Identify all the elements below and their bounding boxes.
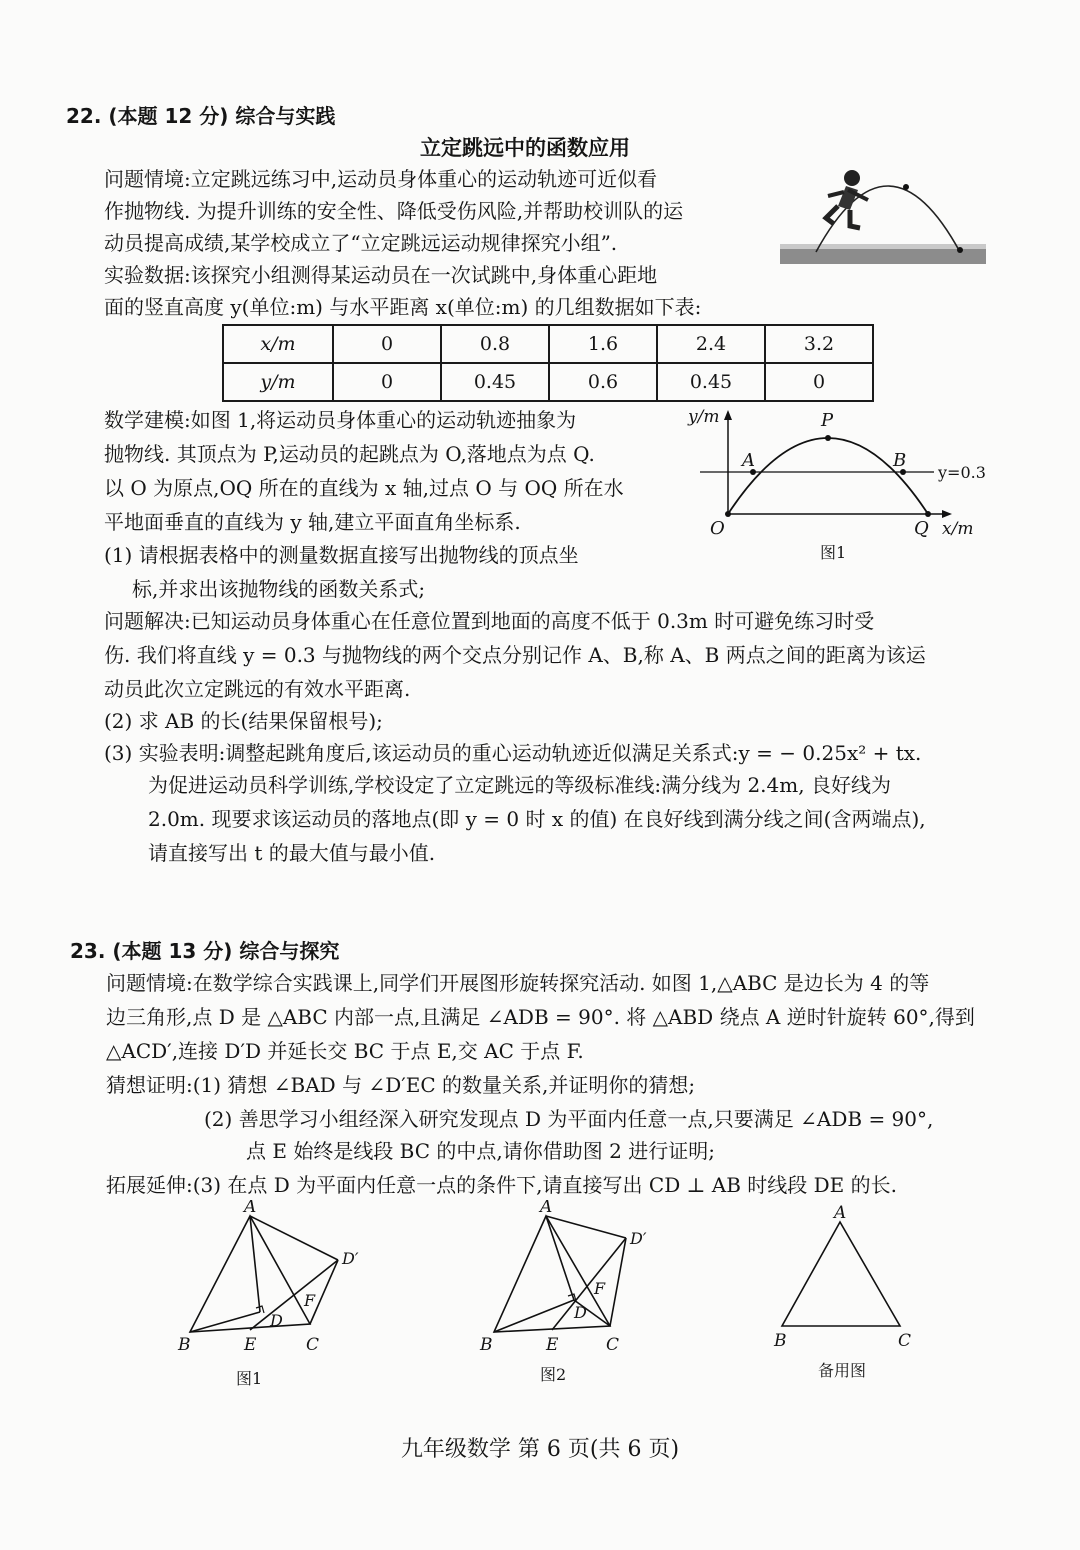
spare-label-c: C xyxy=(898,1331,912,1351)
q22-part1-line-2: 标,并求出该抛物线的函数关系式; xyxy=(132,577,426,601)
fig1-label-dprime: D′ xyxy=(342,1249,359,1268)
page-footer: 九年级数学 第 6 页(共 6 页) xyxy=(400,1437,680,1462)
q23-situation-line-1: 问题情境:在数学综合实践课上,同学们开展图形旋转探究活动. 如图 1,△ABC 是边长为 4 的等 xyxy=(106,971,930,995)
q22-part1-line-1: (1) 请根据表格中的测量数据直接写出抛物线的顶点坐 xyxy=(104,543,579,567)
fig-point-o: O xyxy=(710,518,725,539)
q23-proof2-line-2: 点 E 始终是线段 BC 的中点,请你借助图 2 进行证明; xyxy=(246,1139,715,1163)
q22-experiment-line-1: 实验数据:该探究小组测得某运动员在一次试跳中,身体重心距地 xyxy=(104,263,658,287)
y-cell: 0.45 xyxy=(657,363,765,401)
fig-caption: 图1 xyxy=(820,543,847,562)
spare-label-a: A xyxy=(834,1203,847,1223)
fig2-label-f: F xyxy=(594,1279,606,1298)
y-cell: 0.6 xyxy=(549,363,657,401)
fig2-label-dprime: D′ xyxy=(630,1229,647,1248)
table-row-y xyxy=(223,363,873,401)
q22-solving-line-2: 伤. 我们将直线 y = 0.3 与抛物线的两个交点分别记作 A、B,称 A、B 两点之间的距离为该运 xyxy=(104,643,926,667)
q22-modeling-line-4: 平地面垂直的直线为 y 轴,建立平面直角坐标系. xyxy=(104,510,521,534)
fig1-caption: 图1 xyxy=(236,1369,263,1388)
q22-title: 立定跳远中的函数应用 xyxy=(420,136,630,160)
q22-situation-line-2: 作抛物线. 为提升训练的安全性、降低受伤风险,并帮助校训队的运 xyxy=(104,199,684,223)
fig2-label-a: A xyxy=(540,1200,553,1217)
q22-data-table xyxy=(222,324,874,402)
fig1-label-c: C xyxy=(306,1335,320,1355)
fig1-label-f: F xyxy=(304,1291,316,1310)
x-cell: 0.8 xyxy=(441,325,549,363)
fig1-label-d: D xyxy=(270,1311,283,1330)
long-jump-illustration xyxy=(778,160,988,272)
y-header-cell: y/m xyxy=(223,363,333,401)
q23-situation-line-3: △ACD′,连接 D′D 并延长交 BC 于点 E,交 AC 于点 F. xyxy=(106,1039,584,1063)
fig-ylabel: y/m xyxy=(688,407,720,427)
fig-point-q: Q xyxy=(914,518,929,539)
q22-modeling-line-2: 抛物线. 其顶点为 P,运动员的起跳点为 O,落地点为点 Q. xyxy=(104,442,595,466)
fig2-label-c: C xyxy=(606,1335,620,1355)
q22-header: 22. (本题 12 分) 综合与实践 xyxy=(66,104,336,128)
q22-part3-line-4: 请直接写出 t 的最大值与最小值. xyxy=(148,841,436,865)
fig2-label-d: D xyxy=(574,1303,587,1322)
q22-experiment-line-2: 面的竖直高度 y(单位:m) 与水平距离 x(单位:m) 的几组数据如下表: xyxy=(104,295,702,319)
fig1-label-b: B xyxy=(178,1335,191,1355)
q22-parabola-figure xyxy=(680,402,990,566)
fig-point-a: A xyxy=(742,450,755,471)
fig2-label-e: E xyxy=(546,1335,559,1355)
fig1-label-a: A xyxy=(244,1200,257,1217)
q22-part3-line-3: 2.0m. 现要求该运动员的落地点(即 y = 0 时 x 的值) 在良好线到满分线之间(含两端点), xyxy=(148,807,926,831)
q23-situation-line-2: 边三角形,点 D 是 △ABC 内部一点,且满足 ∠ADB = 90°. 将 △ABD 绕点 A 逆时针旋转 60°,得到 xyxy=(106,1005,975,1029)
q22-part2: (2) 求 AB 的长(结果保留根号); xyxy=(104,709,383,733)
q23-extend: 拓展延伸:(3) 在点 D 为平面内任意一点的条件下,请直接写出 CD ⊥ AB 时线段 DE 的长. xyxy=(106,1173,897,1197)
q23-figure-1 xyxy=(170,1200,380,1400)
x-header-cell: x/m xyxy=(223,325,333,363)
x-cell: 2.4 xyxy=(657,325,765,363)
q22-part3-line-2: 为促进运动员科学训练,学校设定了立定跳远的等级标准线:满分线为 2.4m, 良好线为 xyxy=(148,773,891,797)
fig2-caption: 图2 xyxy=(540,1365,567,1384)
y-cell: 0.45 xyxy=(441,363,549,401)
x-cell: 0 xyxy=(333,325,441,363)
fig-point-b: B xyxy=(893,450,907,471)
q23-proof2-line-1: (2) 善思学习小组经深入研究发现点 D 为平面内任意一点,只要满足 ∠ADB = 90°, xyxy=(204,1107,934,1131)
q23-spare-figure xyxy=(760,1200,930,1390)
q22-solving-line-1: 问题解决:已知运动员身体重心在任意位置到地面的高度不低于 0.3m 时可避免练习时受 xyxy=(104,609,875,633)
fig-xlabel: x/m xyxy=(942,519,974,539)
q22-part3-line-1: (3) 实验表明:调整起跳角度后,该运动员的重心运动轨迹近似满足关系式:y = − 0.25x² + tx. xyxy=(104,741,922,765)
q22-modeling-line-1: 数学建模:如图 1,将运动员身体重心的运动轨迹抽象为 xyxy=(104,408,577,432)
q22-situation-line-3: 动员提高成绩,某学校成立了“立定跳远运动规律探究小组”. xyxy=(104,231,618,255)
spare-caption: 备用图 xyxy=(818,1361,867,1380)
q23-header: 23. (本题 13 分) 综合与探究 xyxy=(70,939,340,963)
q22-solving-line-3: 动员此次立定跳远的有效水平距离. xyxy=(104,677,411,701)
y-cell: 0 xyxy=(333,363,441,401)
table-row-x xyxy=(223,325,873,363)
q22-modeling-line-3: 以 O 为原点,OQ 所在的直线为 x 轴,过点 O 与 OQ 所在水 xyxy=(104,476,624,500)
x-cell: 3.2 xyxy=(765,325,873,363)
spare-label-b: B xyxy=(774,1331,787,1351)
y-cell: 0 xyxy=(765,363,873,401)
q22-situation-line-1: 问题情境:立定跳远练习中,运动员身体重心的运动轨迹可近似看 xyxy=(104,167,658,191)
fig-point-p: P xyxy=(821,410,834,431)
x-cell: 1.6 xyxy=(549,325,657,363)
fig-line-label: y=0.3 xyxy=(938,463,986,482)
fig1-label-e: E xyxy=(244,1335,257,1355)
q23-proof1: 猜想证明:(1) 猜想 ∠BAD 与 ∠D′EC 的数量关系,并证明你的猜想; xyxy=(106,1073,696,1097)
fig2-label-b: B xyxy=(480,1335,493,1355)
q23-figure-2 xyxy=(470,1200,680,1390)
